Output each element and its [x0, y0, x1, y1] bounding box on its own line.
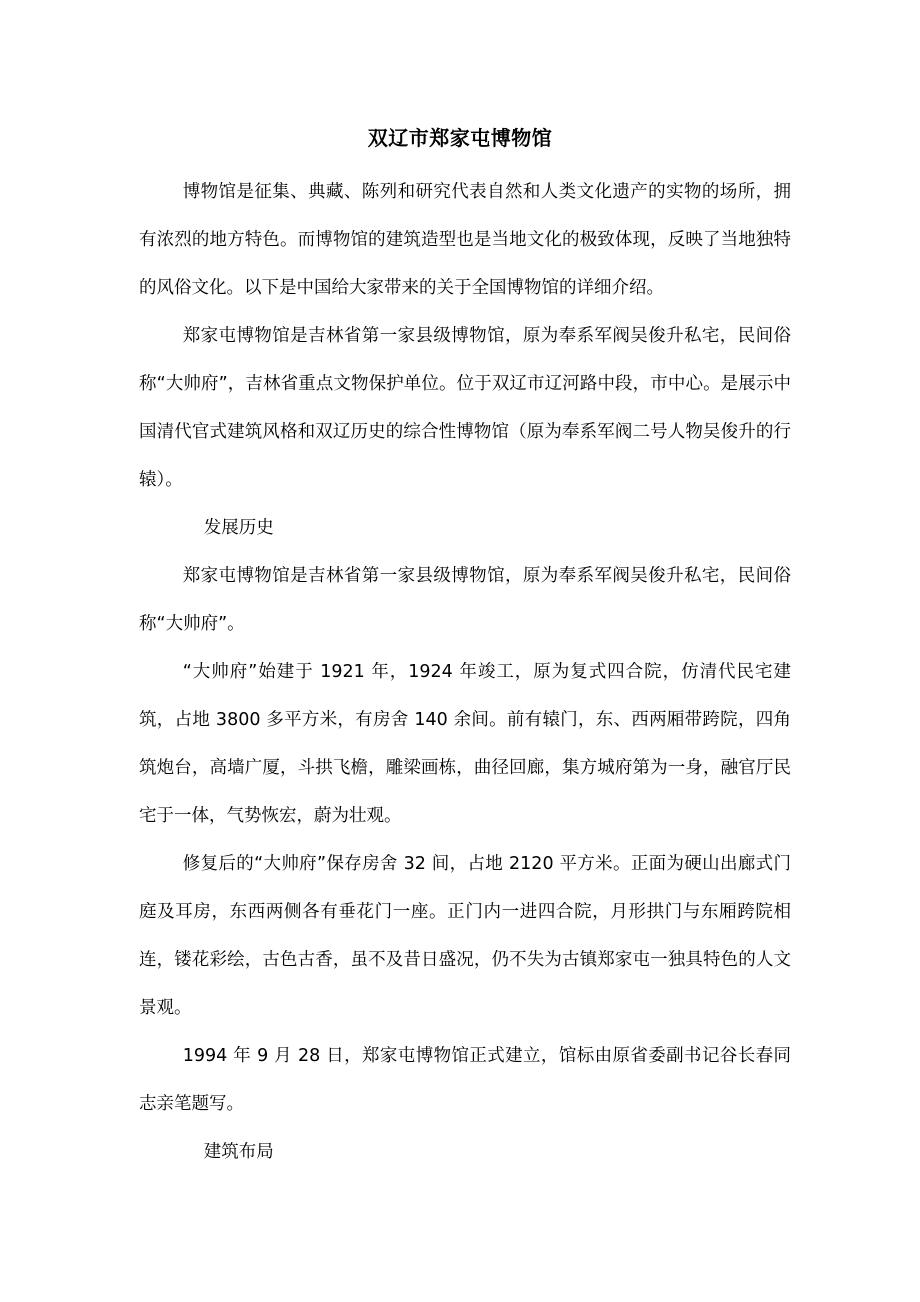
document-body: [139, 168, 791, 1176]
section-heading-layout: 建筑布局: [203, 1142, 274, 1162]
paragraph-history-1: 郑家屯博物馆是吉林省第一家县级博物馆，原为奉系军阀吴俊升私宅，民间俗称“大帅府”。: [139, 566, 791, 634]
section-heading-history: 发展历史: [203, 518, 274, 538]
page-title: 双辽市郑家屯博物馆: [367, 126, 553, 150]
paragraph-history-3: 修复后的“大帅府”保存房舍 32 间，占地 2120 平方米。正面为硬山出廊式门庭及耳房，东西两侧各有垂花门一座。正门内一进四合院，月形拱门与东厢跨院相连，镂花彩绘，古色古香，虽不及昔日盛况，仍不失为古镇郑家屯一独具特色的人文景观。: [139, 854, 791, 1018]
paragraph-history-2: “大帅府”始建于 1921 年，1924 年竣工，原为复式四合院，仿清代民宅建筑，占地 3800 多平方米，有房舍 140 余间。前有辕门，东、西两厢带跨院，四角筑炮台，高墙广厦，斗拱飞檐，雕梁画栋，曲径回廊，集方城府第为一身，融官厅民宅于一体，气势恢宏，蔚为壮观。: [139, 662, 791, 826]
paragraph-overview: 郑家屯博物馆是吉林省第一家县级博物馆，原为奉系军阀吴俊升私宅，民间俗称“大帅府”，吉林省重点文物保护单位。位于双辽市辽河路中段，市中心。是展示中国清代官式建筑风格和双辽历史的综合性博物馆（原为奉系军阀二号人物吴俊升的行辕）。: [139, 326, 791, 490]
paragraph-intro: 博物馆是征集、典藏、陈列和研究代表自然和人类文化遗产的实物的场所，拥有浓烈的地方特色。而博物馆的建筑造型也是当地文化的极致体现，反映了当地独特的风俗文化。以下是中国给大家带来的关于全国博物馆的详细介绍。: [139, 182, 791, 298]
paragraph-history-4: 1994 年 9 月 28 日，郑家屯博物馆正式建立，馆标由原省委副书记谷长春同志亲笔题写。: [139, 1046, 791, 1114]
